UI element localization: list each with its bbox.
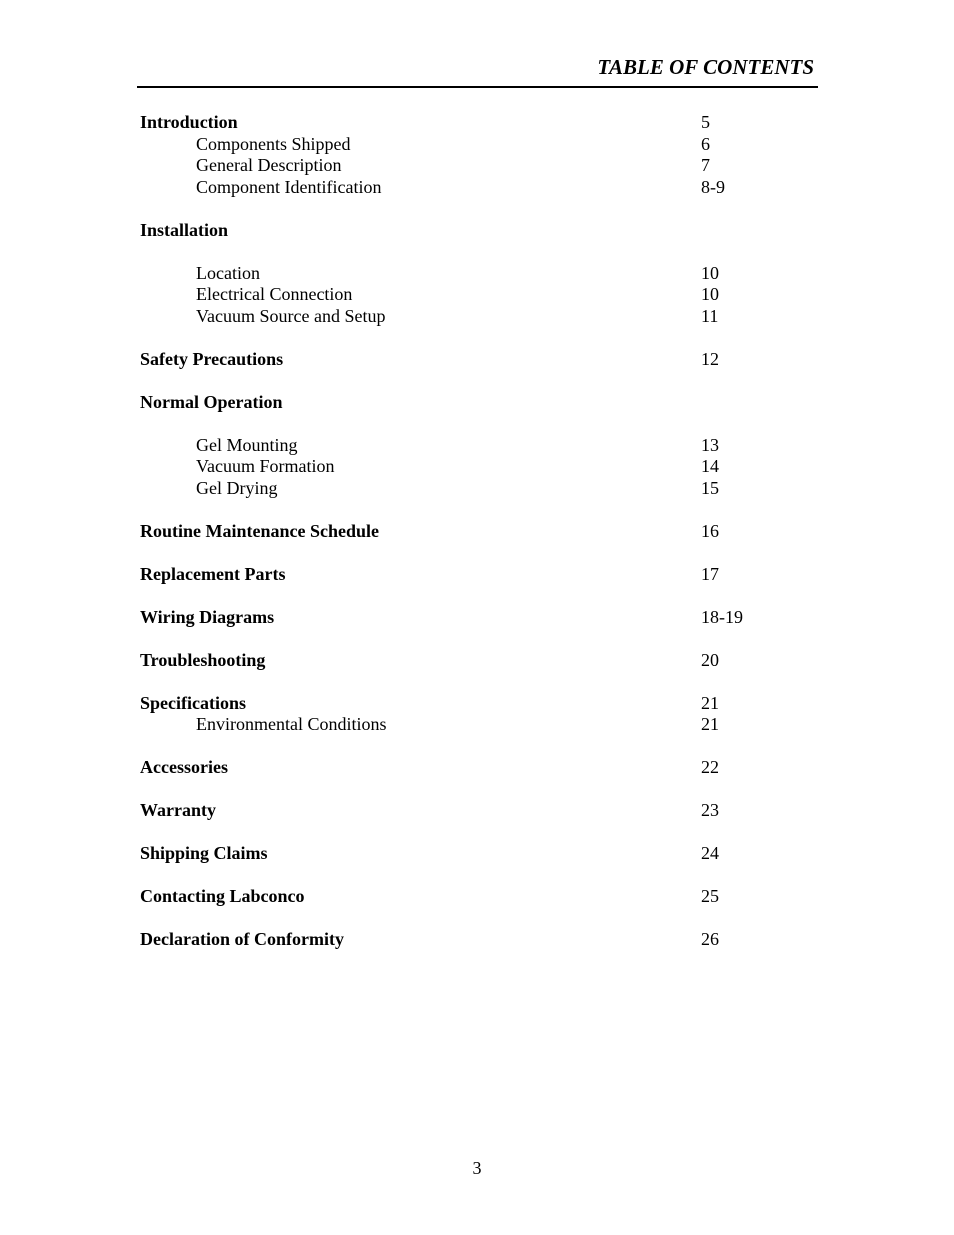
- toc-entry-replacement-parts: [140, 564, 780, 586]
- toc-entry-wiring-diagrams: [140, 607, 780, 629]
- toc-entry-warranty: [140, 800, 780, 822]
- toc-entry-label: Environmental Conditions: [196, 714, 387, 734]
- toc-entry-label: Electrical Connection: [196, 284, 353, 304]
- toc-entry-label: Component Identification: [196, 176, 382, 197]
- toc-entry-installation: [140, 220, 780, 242]
- toc-entry-label: Replacement Parts: [140, 563, 286, 584]
- toc-entry-label: Contacting Labconco: [140, 886, 305, 906]
- toc-entry-page: 10: [701, 262, 719, 283]
- toc-entry-label: Troubleshooting: [140, 649, 266, 670]
- toc-subentry-components-shipped: [140, 134, 780, 156]
- toc-entry-page: 21: [701, 714, 719, 734]
- toc-entry-label: Vacuum Formation: [196, 456, 335, 476]
- toc-subentry-gel-mounting: [140, 435, 780, 457]
- toc-entry-page: 17: [701, 563, 719, 584]
- toc-entry-page: 21: [701, 692, 719, 713]
- toc-entry-label: Shipping Claims: [140, 843, 268, 863]
- toc-entry-label: Accessories: [140, 757, 228, 777]
- toc-subentry-gel-drying: [140, 478, 780, 500]
- toc-entry-introduction: [140, 112, 780, 134]
- toc-entry-page: 5: [701, 112, 710, 132]
- header-divider: [137, 86, 818, 88]
- toc-entry-label: Wiring Diagrams: [140, 606, 275, 627]
- toc-entry-label: Installation: [140, 219, 229, 240]
- toc-entry-label: Components Shipped: [196, 133, 351, 154]
- page-number: 3: [472, 1158, 482, 1178]
- toc-entry-contacting-labconco: [140, 886, 780, 908]
- toc-entry-label: Specifications: [140, 692, 246, 713]
- toc-subentry-component-identification: [140, 177, 780, 199]
- toc-entry-label: Location: [196, 262, 260, 283]
- toc-subentry-environmental-conditions: [140, 714, 780, 736]
- toc-entry-label: Safety Precautions: [140, 348, 284, 369]
- toc-entry-label: Vacuum Source and Setup: [196, 305, 386, 326]
- toc-entry-page: 12: [701, 348, 719, 369]
- toc-entry-page: 20: [701, 649, 719, 670]
- toc-entry-routine-maintenance: [140, 521, 780, 543]
- toc-entry-troubleshooting: [140, 650, 780, 672]
- toc-entry-page: 25: [701, 886, 719, 906]
- table-of-contents: [140, 112, 780, 951]
- toc-subentry-vacuum-source-setup: [140, 306, 780, 328]
- toc-entry-page: 22: [701, 757, 719, 777]
- toc-entry-safety-precautions: [140, 349, 780, 371]
- toc-entry-label: Normal Operation: [140, 391, 283, 412]
- toc-entry-page: 26: [701, 929, 719, 949]
- toc-entry-page: 11: [701, 305, 719, 326]
- toc-entry-label: Declaration of Conformity: [140, 929, 344, 949]
- page-title: TABLE OF CONTENTS: [597, 55, 814, 79]
- toc-entry-declaration-of-conformity: [140, 929, 780, 951]
- toc-entry-accessories: [140, 757, 780, 779]
- toc-subentry-vacuum-formation: [140, 456, 780, 478]
- toc-entry-label: Introduction: [140, 112, 238, 132]
- toc-entry-label: Warranty: [140, 800, 216, 820]
- toc-entry-label: Gel Drying: [196, 477, 278, 498]
- toc-entry-label: Gel Mounting: [196, 434, 298, 455]
- toc-entry-page: 24: [701, 843, 719, 863]
- toc-entry-label: General Description: [196, 155, 342, 175]
- toc-entry-page: 18-19: [701, 606, 743, 627]
- toc-entry-shipping-claims: [140, 843, 780, 865]
- toc-entry-normal-operation: [140, 392, 780, 414]
- toc-entry-page: 23: [701, 800, 719, 820]
- toc-entry-page: 13: [701, 434, 719, 455]
- toc-entry-page: 6: [701, 133, 710, 154]
- toc-entry-page: 16: [701, 520, 719, 541]
- toc-entry-page: 15: [701, 477, 719, 498]
- toc-entry-specifications: [140, 693, 780, 715]
- toc-entry-label: Routine Maintenance Schedule: [140, 520, 380, 541]
- toc-subentry-location: [140, 263, 780, 285]
- toc-subentry-general-description: [140, 155, 780, 177]
- toc-subentry-electrical-connection: [140, 284, 780, 306]
- toc-entry-page: 10: [701, 284, 719, 304]
- toc-entry-page: 7: [701, 155, 710, 175]
- toc-entry-page: 8-9: [701, 176, 725, 197]
- toc-entry-page: 14: [701, 456, 719, 476]
